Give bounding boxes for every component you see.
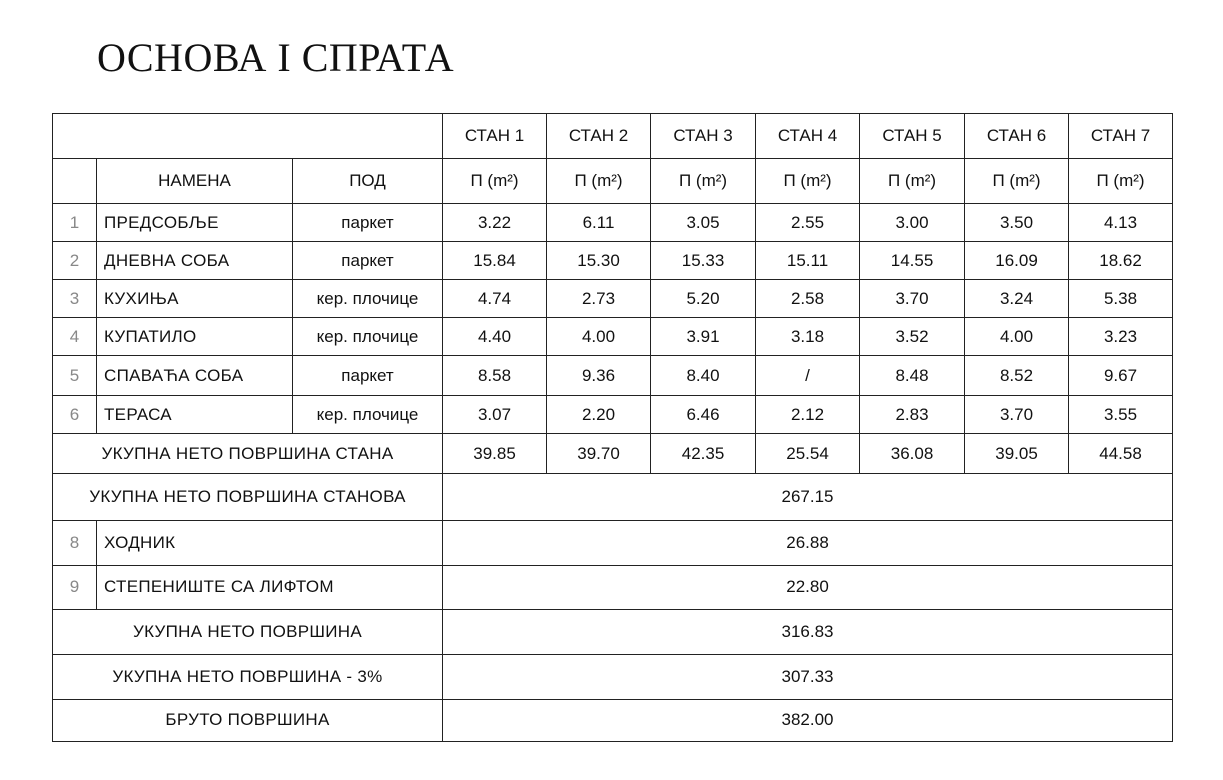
row-number: 9 <box>53 565 97 609</box>
apartment-total-label: УКУПНА НЕТО ПОВРШИНА СТАНА <box>53 434 443 474</box>
area-value: / <box>756 356 860 396</box>
table-row <box>53 280 1173 318</box>
area-value: 3.22 <box>443 204 547 242</box>
area-value: 2.12 <box>756 396 860 434</box>
area-value: 2.73 <box>547 280 651 318</box>
table-row <box>53 318 1173 356</box>
room-name: ДНЕВНА СОБА <box>97 242 293 280</box>
apartment-header: СТАН 7 <box>1069 114 1173 159</box>
row-number: 4 <box>53 318 97 356</box>
unit-header: П (m²) <box>443 159 547 204</box>
apartment-total-value: 36.08 <box>860 434 965 474</box>
area-value: 15.30 <box>547 242 651 280</box>
apartment-total-value: 25.54 <box>756 434 860 474</box>
row-number: 1 <box>53 204 97 242</box>
area-value: 4.40 <box>443 318 547 356</box>
index-header-cell <box>53 159 97 204</box>
unit-header: П (m²) <box>756 159 860 204</box>
area-value: 6.46 <box>651 396 756 434</box>
area-value: 18.62 <box>1069 242 1173 280</box>
area-value: 3.23 <box>1069 318 1173 356</box>
floor-type: паркет <box>293 356 443 396</box>
stairs-label: СТЕПЕНИШТЕ СА ЛИФТОМ <box>97 565 443 609</box>
apartment-total-value: 42.35 <box>651 434 756 474</box>
apartment-total-value: 39.70 <box>547 434 651 474</box>
apartment-header: СТАН 1 <box>443 114 547 159</box>
summary-row <box>53 520 1173 565</box>
area-value: 15.33 <box>651 242 756 280</box>
header-row-columns <box>53 159 1173 204</box>
area-value: 4.00 <box>547 318 651 356</box>
area-value: 3.52 <box>860 318 965 356</box>
area-value: 3.05 <box>651 204 756 242</box>
floor-type: паркет <box>293 204 443 242</box>
room-name: ПРЕДСОБЉЕ <box>97 204 293 242</box>
area-value: 3.70 <box>965 396 1069 434</box>
row-number: 6 <box>53 396 97 434</box>
area-value: 3.18 <box>756 318 860 356</box>
area-value: 15.11 <box>756 242 860 280</box>
area-value: 3.50 <box>965 204 1069 242</box>
row-number: 2 <box>53 242 97 280</box>
area-value: 3.24 <box>965 280 1069 318</box>
apartment-header: СТАН 3 <box>651 114 756 159</box>
area-value: 6.11 <box>547 204 651 242</box>
floor-header: ПОД <box>293 159 443 204</box>
area-value: 3.91 <box>651 318 756 356</box>
area-value: 8.40 <box>651 356 756 396</box>
apartment-total-value: 39.85 <box>443 434 547 474</box>
apartment-total-value: 44.58 <box>1069 434 1173 474</box>
apartment-header: СТАН 6 <box>965 114 1069 159</box>
table-row <box>53 356 1173 396</box>
hallway-label: ХОДНИК <box>97 520 443 565</box>
area-value: 5.20 <box>651 280 756 318</box>
summary-row <box>53 699 1173 741</box>
net-total-label: УКУПНА НЕТО ПОВРШИНА <box>53 609 443 654</box>
summary-row <box>53 565 1173 609</box>
area-value: 2.83 <box>860 396 965 434</box>
gross-label: БРУТО ПОВРШИНА <box>53 699 443 741</box>
area-value: 3.07 <box>443 396 547 434</box>
apartment-totals-row <box>53 434 1173 474</box>
gross-value: 382.00 <box>443 699 1173 741</box>
net-minus-value: 307.33 <box>443 654 1173 699</box>
area-value: 16.09 <box>965 242 1069 280</box>
apartments-total-value: 267.15 <box>443 474 1173 520</box>
unit-header: П (m²) <box>547 159 651 204</box>
area-value: 14.55 <box>860 242 965 280</box>
floor-type: кер. плочице <box>293 280 443 318</box>
area-value: 3.55 <box>1069 396 1173 434</box>
area-value: 4.00 <box>965 318 1069 356</box>
net-total-value: 316.83 <box>443 609 1173 654</box>
hallway-value: 26.88 <box>443 520 1173 565</box>
unit-header: П (m²) <box>651 159 756 204</box>
table-row <box>53 242 1173 280</box>
floor-type: кер. плочице <box>293 396 443 434</box>
room-name: КУПАТИЛО <box>97 318 293 356</box>
summary-row <box>53 654 1173 699</box>
area-value: 4.13 <box>1069 204 1173 242</box>
area-value: 2.55 <box>756 204 860 242</box>
area-value: 9.36 <box>547 356 651 396</box>
row-number: 8 <box>53 520 97 565</box>
apartment-header: СТАН 2 <box>547 114 651 159</box>
apartment-total-value: 39.05 <box>965 434 1069 474</box>
apartment-header: СТАН 4 <box>756 114 860 159</box>
area-value: 2.20 <box>547 396 651 434</box>
purpose-header: НАМЕНА <box>97 159 293 204</box>
unit-header: П (m²) <box>860 159 965 204</box>
area-value: 8.48 <box>860 356 965 396</box>
area-value: 2.58 <box>756 280 860 318</box>
area-table <box>52 113 1173 742</box>
header-empty-cell <box>53 114 443 159</box>
area-value: 3.70 <box>860 280 965 318</box>
area-value: 9.67 <box>1069 356 1173 396</box>
unit-header: П (m²) <box>965 159 1069 204</box>
row-number: 3 <box>53 280 97 318</box>
area-value: 4.74 <box>443 280 547 318</box>
room-name: ТЕРАСА <box>97 396 293 434</box>
area-value: 3.00 <box>860 204 965 242</box>
floor-type: паркет <box>293 242 443 280</box>
area-value: 5.38 <box>1069 280 1173 318</box>
unit-header: П (m²) <box>1069 159 1173 204</box>
page-title: ОСНОВА I СПРАТА <box>97 35 455 80</box>
row-number: 5 <box>53 356 97 396</box>
summary-row <box>53 474 1173 520</box>
area-value: 8.52 <box>965 356 1069 396</box>
net-minus-label: УКУПНА НЕТО ПОВРШИНА - 3% <box>53 654 443 699</box>
area-value: 8.58 <box>443 356 547 396</box>
apartments-total-label: УКУПНА НЕТО ПОВРШИНА СТАНОВА <box>53 474 443 520</box>
stairs-value: 22.80 <box>443 565 1173 609</box>
floor-type: кер. плочице <box>293 318 443 356</box>
summary-row <box>53 609 1173 654</box>
room-name: СПАВАЋА СОБА <box>97 356 293 396</box>
table-row <box>53 396 1173 434</box>
table-row <box>53 204 1173 242</box>
header-row-apartments <box>53 114 1173 159</box>
area-value: 15.84 <box>443 242 547 280</box>
room-name: КУХИЊА <box>97 280 293 318</box>
apartment-header: СТАН 5 <box>860 114 965 159</box>
